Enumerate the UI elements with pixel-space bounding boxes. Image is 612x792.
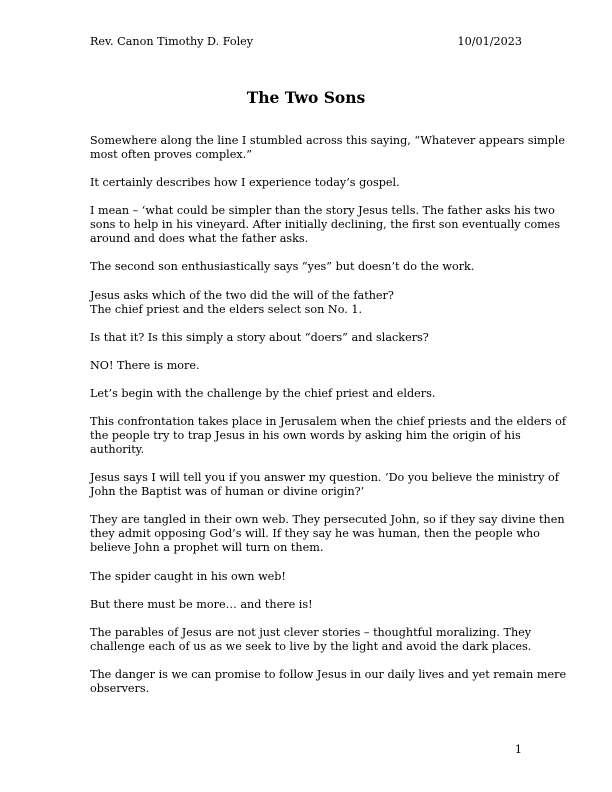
paragraph-line: Let’s begin with the challenge by the chief priest and elders.: [90, 387, 436, 400]
paragraph-line: This confrontation takes place in Jerusalem when the chief priests and the elders of: [90, 415, 567, 428]
page-number: 1: [514, 743, 522, 756]
paragraph-line: John the Baptist was of human or divine origin?’: [90, 485, 365, 498]
paragraph-15: [90, 668, 566, 696]
paragraph-8: [90, 387, 435, 401]
paragraph-line: Jesus asks which of the two did the will of the father?: [90, 289, 394, 302]
paragraph-line: Is that it? Is this simply a story about “doers” and slackers?: [90, 331, 429, 344]
paragraph-11: [90, 513, 565, 555]
paragraph-line: the people try to trap Jesus in his own words by asking him the origin of his: [90, 429, 521, 442]
paragraph-line: It certainly describes how I experience today’s gospel.: [90, 176, 400, 189]
paragraph-6: [90, 331, 429, 345]
paragraph-line: observers.: [90, 682, 150, 695]
paragraph-line: believe John a prophet will turn on them.: [90, 541, 324, 554]
paragraph-line: I mean – ‘what could be simpler than the story Jesus tells. The father asks his two: [90, 204, 555, 217]
paragraph-13: [90, 598, 313, 612]
document-title: The Two Sons: [246, 88, 366, 107]
paragraph-line: challenge each of us as we seek to live by the light and avoid the dark places.: [90, 640, 532, 653]
paragraph-line: They are tangled in their own web. They persecuted John, so if they say divine then: [90, 513, 565, 526]
paragraph-7: [90, 359, 200, 373]
paragraph-2: [90, 176, 400, 190]
paragraph-5: [90, 289, 394, 317]
paragraph-line: The parables of Jesus are not just clever stories – thoughtful moralizing. They: [90, 626, 532, 639]
paragraph-line: Jesus says I will tell you if you answer my question. ‘Do you believe the ministry of: [90, 471, 559, 484]
paragraph-line: But there must be more… and there is!: [90, 598, 313, 611]
paragraph-12: [90, 570, 286, 584]
paragraph-3: [90, 204, 560, 246]
paragraph-line: The spider caught in his own web!: [90, 570, 286, 583]
paragraph-14: [90, 626, 531, 654]
paragraph-line: most often proves complex.”: [90, 148, 252, 161]
paragraph-10: [90, 471, 559, 499]
paragraph-line: NO! There is more.: [90, 359, 200, 372]
header-author: Rev. Canon Timothy D. Foley: [90, 35, 254, 48]
paragraph-line: they admit opposing God’s will. If they say he was human, then the people who: [90, 527, 540, 540]
paragraph-line: The chief priest and the elders select son No. 1.: [90, 303, 363, 316]
paragraph-line: around and does what the father asks.: [90, 232, 309, 245]
paragraph-4: [90, 260, 474, 274]
header-date: 10/01/2023: [457, 35, 522, 48]
paragraph-1: [90, 134, 565, 162]
paragraph-line: authority.: [90, 443, 145, 456]
paragraph-line: sons to help in his vineyard. After initially declining, the first son eventually comes: [90, 218, 561, 231]
paragraph-line: The danger is we can promise to follow Jesus in our daily lives and yet remain mere: [90, 668, 567, 681]
paragraph-line: The second son enthusiastically says “yes” but doesn’t do the work.: [90, 260, 475, 273]
paragraph-9: [90, 415, 566, 457]
paragraph-line: Somewhere along the line I stumbled across this saying, “Whatever appears simple: [90, 134, 565, 147]
